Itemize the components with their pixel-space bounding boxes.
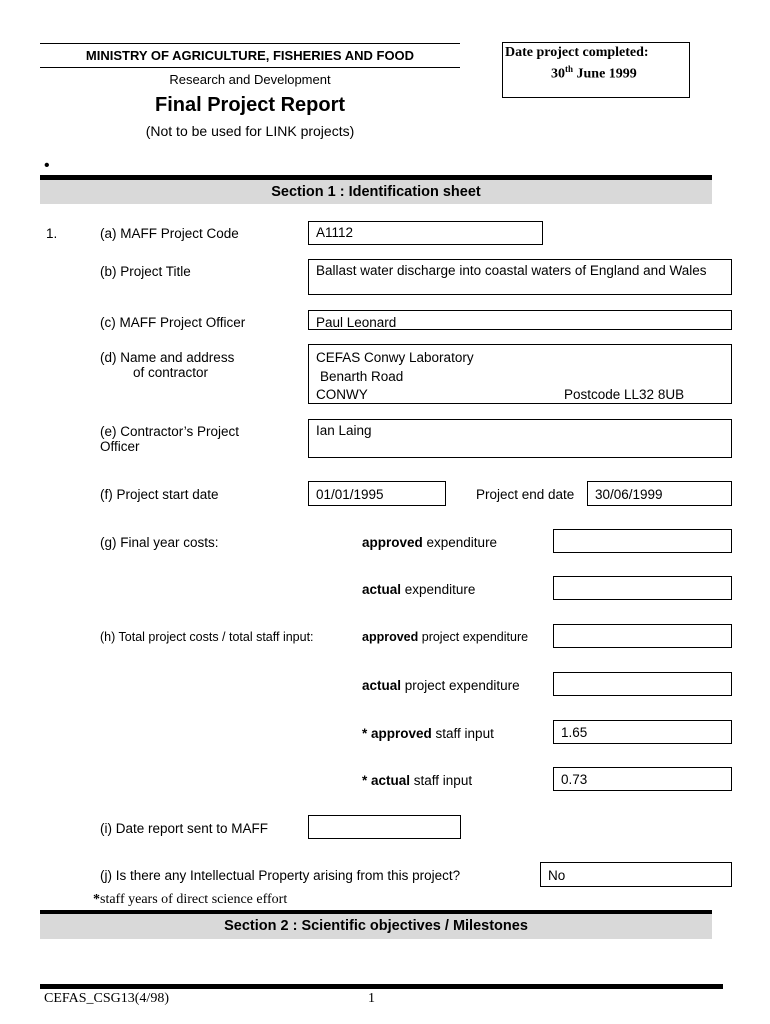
h-staff-actual-field[interactable]: 0.73 (553, 767, 732, 791)
project-title-field[interactable]: Ballast water discharge into coastal waters of England and Wales (308, 259, 732, 295)
g-actual-field[interactable] (553, 576, 732, 600)
header-under-rule (40, 67, 460, 68)
ip-answer-field[interactable]: No (540, 862, 732, 887)
h-actual-label: actual project expenditure (362, 678, 520, 693)
section2-title: Section 2 : Scientific objectives / Milestones (40, 914, 712, 939)
h-staff-approved-label: * approved staff input (362, 726, 494, 741)
start-date-label: (f) Project start date (100, 487, 219, 502)
bullet-mark: • (44, 157, 50, 174)
contractor-officer-field[interactable]: Ian Laing (308, 419, 732, 458)
footer-rule (40, 984, 723, 989)
section1-title: Section 1 : Identification sheet (40, 180, 712, 204)
header-subtitle: Research and Development (169, 72, 331, 87)
contractor-label-line2: of contractor (133, 365, 209, 380)
project-officer-label: (c) MAFF Project Officer (100, 315, 246, 330)
page-number: 1 (368, 991, 375, 1006)
date-completed-value: 30th June 1999 (551, 64, 637, 82)
page-title: Final Project Report (154, 94, 346, 116)
project-code-label: (a) MAFF Project Code (100, 226, 239, 241)
project-title-label: (b) Project Title (100, 264, 191, 279)
date-completed-box (502, 42, 690, 98)
address-postcode: Postcode LL32 8UB (564, 387, 685, 402)
start-date-field[interactable]: 01/01/1995 (308, 481, 446, 506)
h-approved-label: approved project expenditure (362, 630, 529, 644)
project-officer-field[interactable]: Paul Leonard (308, 310, 732, 330)
total-costs-label: (h) Total project costs / total staff input: (100, 630, 314, 644)
ministry-heading: MINISTRY OF AGRICULTURE, FISHERIES AND FOOD (85, 48, 415, 63)
address-line2: Benarth Road (320, 369, 404, 384)
h-actual-field[interactable] (553, 672, 732, 696)
contractor-address-field[interactable] (308, 344, 732, 404)
date-sent-label: (i) Date report sent to MAFF (100, 821, 269, 836)
header-top-rule (40, 43, 460, 44)
contractor-label-line1: (d) Name and address (100, 350, 235, 365)
final-year-costs-label: (g) Final year costs: (100, 535, 219, 550)
h-approved-field[interactable] (553, 624, 732, 648)
g-approved-label: approved expenditure (362, 535, 498, 550)
item-number: 1. (46, 226, 58, 241)
end-date-label: Project end date (476, 487, 575, 502)
staff-footnote: *staff years of direct science effort (93, 892, 288, 907)
h-staff-approved-field[interactable]: 1.65 (553, 720, 732, 744)
address-line1: CEFAS Conwy Laboratory (316, 350, 474, 365)
header-note: (Not to be used for LINK projects) (145, 123, 355, 139)
project-code-field[interactable]: A1112 (308, 221, 543, 245)
ip-question-label: (j) Is there any Intellectual Property arising from this project? (100, 868, 461, 883)
end-date-field[interactable]: 30/06/1999 (587, 481, 732, 506)
g-actual-label: actual expenditure (362, 582, 476, 597)
date-completed-label: Date project completed: (505, 45, 649, 60)
footer-code: CEFAS_CSG13(4/98) (44, 991, 169, 1006)
g-approved-field[interactable] (553, 529, 732, 553)
h-staff-actual-label: * actual staff input (362, 773, 473, 788)
date-sent-field[interactable] (308, 815, 461, 839)
contractor-officer-label-line2: Officer (100, 439, 140, 454)
contractor-officer-label-line1: (e) Contractor’s Project (100, 424, 240, 439)
address-line3: CONWY (316, 387, 368, 402)
